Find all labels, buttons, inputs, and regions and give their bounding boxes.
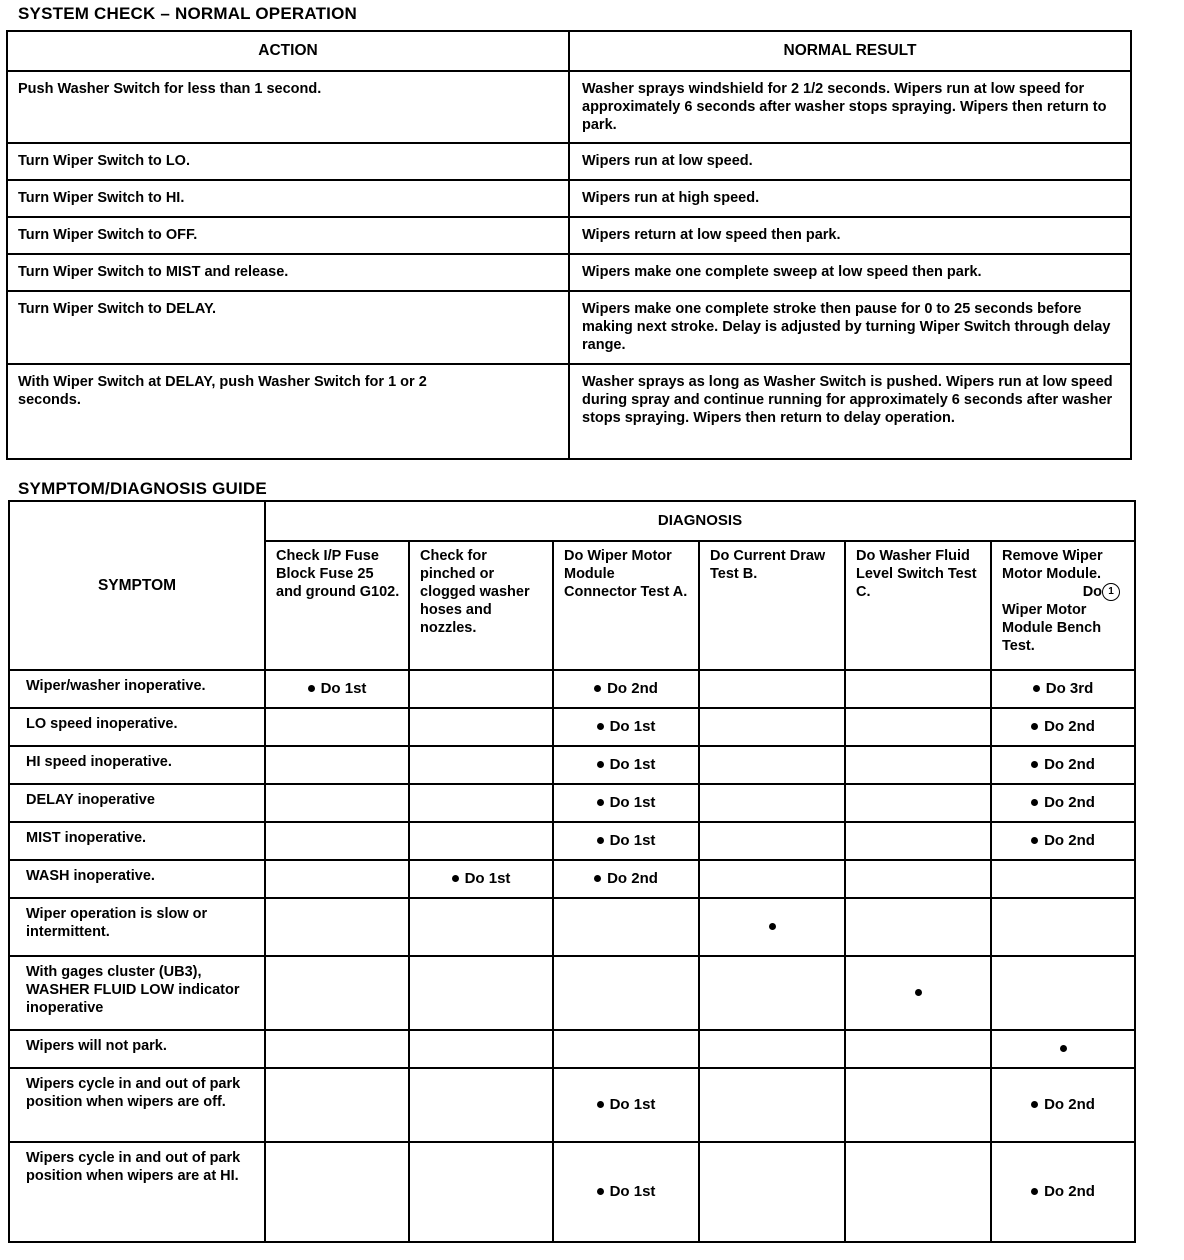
bullet-icon — [1060, 1045, 1067, 1052]
diagnosis-cell — [553, 670, 699, 708]
diagnosis-cell — [409, 1068, 553, 1142]
bench-test-do-label: Do — [1082, 584, 1103, 600]
diagnosis-cell — [265, 670, 409, 708]
bullet-icon — [1031, 837, 1038, 844]
symptom-cell: Wiper/washer inoperative. — [9, 670, 265, 708]
bullet-icon — [1031, 1188, 1038, 1195]
symptom-cell: With gages cluster (UB3), WASHER FLUID LOW indicator inoperative — [9, 956, 265, 1030]
diagnosis-cell — [699, 1068, 845, 1142]
result-cell: Washer sprays as long as Washer Switch is pushed. Wipers run at low speed during spray and continue running for approximately 6 seconds after washer stops spraying. Wipers then return to delay operation. — [569, 364, 1131, 459]
diagnosis-cell — [409, 1142, 553, 1242]
column-header: Do Washer Fluid Level Switch Test C. — [845, 541, 991, 670]
bullet-icon — [1033, 685, 1040, 692]
bullet-icon — [1031, 799, 1038, 806]
step-order: Do 1st — [609, 832, 656, 849]
table-row — [9, 784, 1135, 822]
diagnosis-cell — [409, 822, 553, 860]
diagnosis-cell — [553, 1030, 699, 1068]
symptom-cell: Wipers cycle in and out of park position when wipers are at HI. — [9, 1142, 265, 1242]
diagnosis-cell — [699, 746, 845, 784]
system-check-title: SYSTEM CHECK – NORMAL OPERATION — [18, 4, 357, 23]
action-cell: Turn Wiper Switch to MIST and release. — [7, 254, 569, 291]
column-header: Do Current Draw Test B. — [699, 541, 845, 670]
diagnosis-cell — [553, 860, 699, 898]
diagnosis-cell — [991, 708, 1135, 746]
table-row — [7, 71, 1131, 143]
system-check-header-row — [7, 31, 1131, 71]
diagnosis-guide-title: SYMPTOM/DIAGNOSIS GUIDE — [18, 479, 267, 498]
diagnosis-cell — [991, 956, 1135, 1030]
step-order: Do 3rd — [1045, 680, 1094, 697]
step-order: Do 2nd — [1044, 794, 1095, 811]
table-row — [9, 860, 1135, 898]
diagnosis-cell — [845, 1142, 991, 1242]
diagnosis-cell — [845, 1068, 991, 1142]
table-row — [7, 217, 1131, 254]
diagnosis-cell — [845, 746, 991, 784]
system-check-table — [6, 30, 1132, 460]
table-row — [7, 254, 1131, 291]
table-row — [7, 291, 1131, 364]
symptom-cell: Wipers cycle in and out of park position when wipers are off. — [9, 1068, 265, 1142]
diagnosis-cell — [409, 1030, 553, 1068]
diagnosis-cell — [845, 898, 991, 956]
diagnosis-cell — [699, 956, 845, 1030]
diagnosis-cell — [265, 956, 409, 1030]
step-order: Do 2nd — [607, 680, 658, 697]
step-order: Do 1st — [609, 1096, 656, 1113]
action-cell: Turn Wiper Switch to DELAY. — [7, 291, 569, 364]
table-row — [9, 822, 1135, 860]
bullet-icon — [1031, 723, 1038, 730]
diagnosis-cell — [699, 1142, 845, 1242]
diagnosis-cell — [409, 898, 553, 956]
symptom-cell: LO speed inoperative. — [9, 708, 265, 746]
diagnosis-cell — [265, 822, 409, 860]
step-order: Do 1st — [609, 718, 656, 735]
step-order: Do 2nd — [607, 870, 658, 887]
diagnosis-cell — [845, 1030, 991, 1068]
diagnosis-cell — [553, 1068, 699, 1142]
step-order: Do 2nd — [1044, 756, 1095, 773]
symptom-header: SYMPTOM — [9, 501, 265, 670]
diagnosis-cell — [409, 860, 553, 898]
diagnosis-cell — [265, 708, 409, 746]
action-cell: Turn Wiper Switch to HI. — [7, 180, 569, 217]
bullet-icon — [915, 989, 922, 996]
table-row — [9, 708, 1135, 746]
diagnosis-cell — [699, 860, 845, 898]
diagnosis-cell — [265, 1030, 409, 1068]
step-order: Do 2nd — [1044, 832, 1095, 849]
circled-number: 1 — [1102, 583, 1120, 601]
diagnosis-cell — [265, 860, 409, 898]
table-row — [9, 746, 1135, 784]
diagnosis-cell — [265, 784, 409, 822]
bullet-icon — [452, 875, 459, 882]
result-cell: Wipers make one complete stroke then pause for 0 to 25 seconds before making next stroke. Delay is adjusted by turning Wiper Switch through delay range. — [569, 291, 1131, 364]
step-order: Do 1st — [320, 680, 367, 697]
table-row — [9, 956, 1135, 1030]
bullet-icon — [1031, 761, 1038, 768]
column-header: Check I/P Fuse Block Fuse 25 and ground G102. — [265, 541, 409, 670]
action-header: ACTION — [7, 31, 569, 71]
diagnosis-cell — [553, 956, 699, 1030]
bullet-icon — [1031, 1101, 1038, 1108]
action-cell: Push Washer Switch for less than 1 second. — [7, 71, 569, 143]
table-row — [9, 1068, 1135, 1142]
diagnosis-cell — [553, 1142, 699, 1242]
diagnosis-cell — [845, 670, 991, 708]
diagnosis-cell — [265, 746, 409, 784]
diagnosis-cell — [553, 784, 699, 822]
bullet-icon — [308, 685, 315, 692]
diagnosis-cell — [699, 670, 845, 708]
normal-result-header: NORMAL RESULT — [569, 31, 1131, 71]
bench-test-line1: Remove Wiper Motor Module. — [1002, 548, 1103, 582]
table-row — [9, 1030, 1135, 1068]
symptom-cell: Wipers will not park. — [9, 1030, 265, 1068]
column-header: Check for pinched or clogged washer hoses and nozzles. — [409, 541, 553, 670]
action-cell: Turn Wiper Switch to OFF. — [7, 217, 569, 254]
step-order: Do 1st — [464, 870, 511, 887]
symptom-cell: HI speed inoperative. — [9, 746, 265, 784]
diagnosis-cell — [845, 784, 991, 822]
action-cell — [7, 364, 569, 459]
bullet-icon — [594, 875, 601, 882]
action-cell: Turn Wiper Switch to LO. — [7, 143, 569, 180]
diagnosis-cell — [699, 898, 845, 956]
result-cell: Washer sprays windshield for 2 1/2 seconds. Wipers run at low speed for approximately 6 seconds after washer stops spraying. Wipers then return to park. — [569, 71, 1131, 143]
step-order: Do 1st — [609, 756, 656, 773]
table-row — [9, 670, 1135, 708]
table-row — [7, 180, 1131, 217]
diagnosis-cell — [845, 956, 991, 1030]
step-order: Do 1st — [609, 794, 656, 811]
step-order: Do 1st — [609, 1183, 656, 1200]
bullet-icon — [597, 723, 604, 730]
diagnosis-cell — [553, 822, 699, 860]
diagnosis-cell — [409, 956, 553, 1030]
diagnosis-header: DIAGNOSIS — [265, 501, 1135, 541]
diagnosis-cell — [265, 1142, 409, 1242]
diagnosis-cell — [991, 746, 1135, 784]
diagnosis-table — [8, 500, 1136, 1243]
bullet-icon — [597, 1188, 604, 1195]
symptom-cell: DELAY inoperative — [9, 784, 265, 822]
table-row — [9, 1142, 1135, 1242]
symptom-cell: MIST inoperative. — [9, 822, 265, 860]
result-cell: Wipers return at low speed then park. — [569, 217, 1131, 254]
diagnosis-cell — [553, 746, 699, 784]
symptom-cell: WASH inoperative. — [9, 860, 265, 898]
table-row — [9, 898, 1135, 956]
bullet-icon — [597, 761, 604, 768]
diagnosis-cell — [699, 822, 845, 860]
bullet-icon — [597, 1101, 604, 1108]
diagnosis-cell — [553, 898, 699, 956]
diagnosis-cell — [991, 1030, 1135, 1068]
diagnosis-cell — [991, 1068, 1135, 1142]
bench-test-do — [1002, 583, 1126, 601]
diagnosis-cell — [991, 860, 1135, 898]
bullet-icon — [597, 799, 604, 806]
table-row — [7, 364, 1131, 459]
diagnosis-cell — [991, 784, 1135, 822]
diagnosis-cell — [409, 784, 553, 822]
bench-test-line2: Wiper Motor Module Bench Test. — [1002, 602, 1102, 655]
bullet-icon — [594, 685, 601, 692]
diagnosis-cell — [991, 670, 1135, 708]
diagnosis-cell — [699, 784, 845, 822]
diagnosis-cell — [991, 898, 1135, 956]
action-text: With Wiper Switch at DELAY, push Washer Switch for 1 or 2 seconds. — [18, 374, 427, 408]
bullet-icon — [769, 923, 776, 930]
step-order: Do 2nd — [1044, 1096, 1095, 1113]
bullet-icon — [597, 837, 604, 844]
step-order: Do 2nd — [1044, 1183, 1095, 1200]
diagnosis-cell — [409, 670, 553, 708]
diagnosis-cell — [265, 1068, 409, 1142]
result-cell: Wipers make one complete sweep at low speed then park. — [569, 254, 1131, 291]
diagnosis-cell — [991, 822, 1135, 860]
result-cell: Wipers run at high speed. — [569, 180, 1131, 217]
diagnosis-cell — [699, 1030, 845, 1068]
result-cell: Wipers run at low speed. — [569, 143, 1131, 180]
column-header: Do Wiper Motor Module Connector Test A. — [553, 541, 699, 670]
diagnosis-cell — [553, 708, 699, 746]
diagnosis-cell — [265, 898, 409, 956]
diagnosis-cell — [409, 708, 553, 746]
diagnosis-cell — [699, 708, 845, 746]
table-row — [7, 143, 1131, 180]
diagnosis-header-row — [9, 501, 1135, 541]
diagnosis-cell — [409, 746, 553, 784]
step-order: Do 2nd — [1044, 718, 1095, 735]
diagnosis-cell — [991, 1142, 1135, 1242]
diagnosis-cell — [845, 708, 991, 746]
column-header-bench-test — [991, 541, 1135, 670]
diagnosis-cell — [845, 822, 991, 860]
diagnosis-cell — [845, 860, 991, 898]
symptom-cell: Wiper operation is slow or intermittent. — [9, 898, 265, 956]
